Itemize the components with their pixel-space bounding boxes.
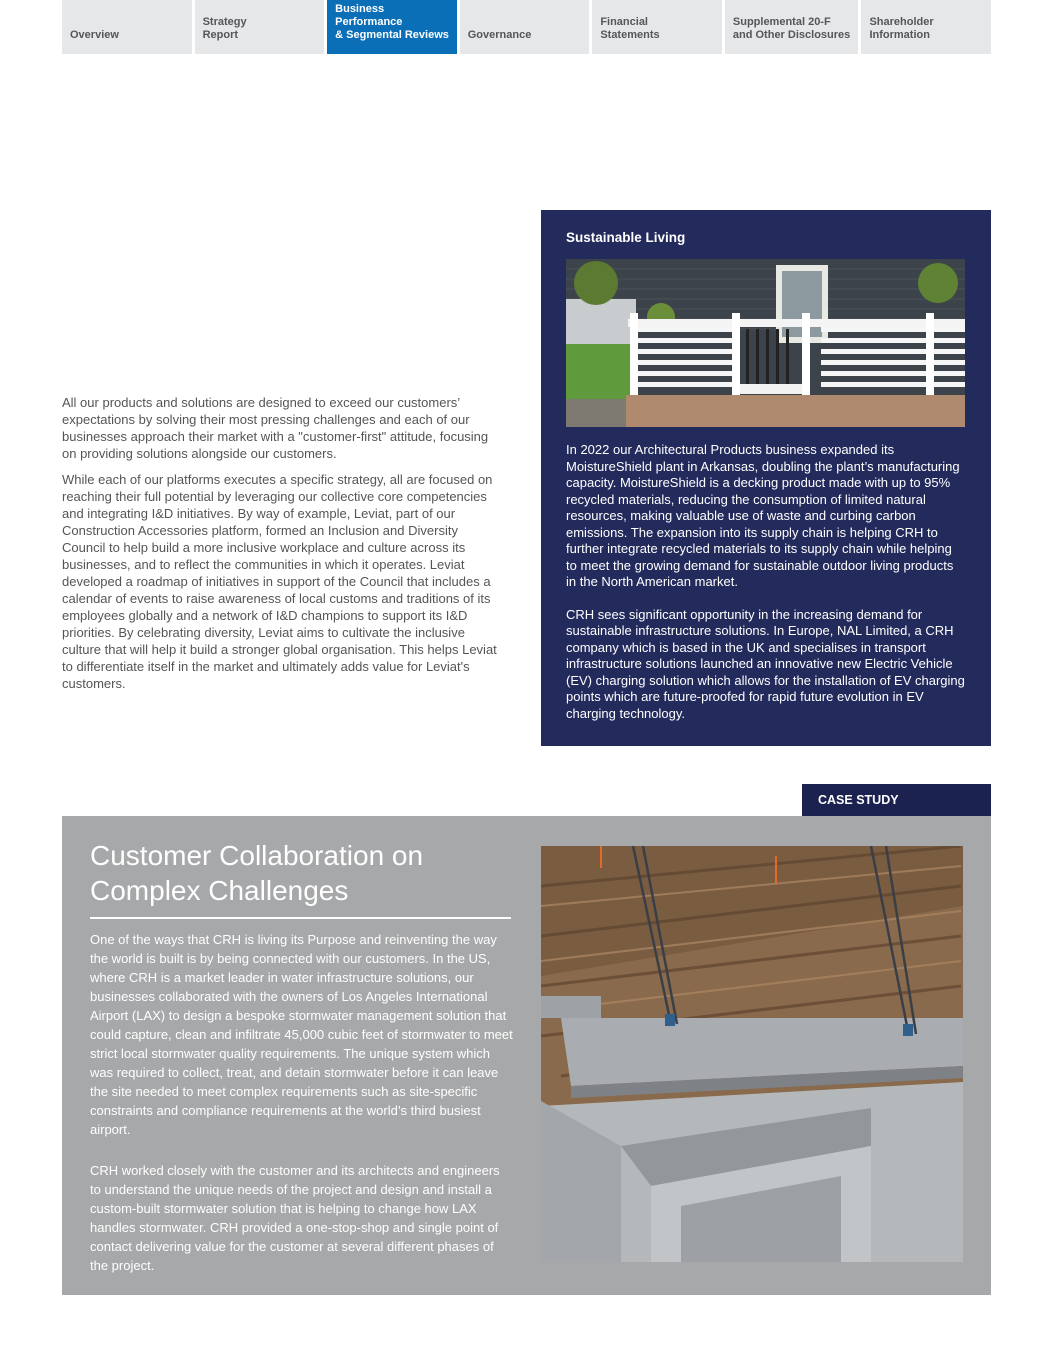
case-study-box: [62, 816, 991, 1295]
section-nav: [62, 0, 991, 54]
decking-photo: [566, 259, 965, 427]
tab-overview[interactable]: Overview: [62, 0, 192, 54]
tab-strategy-report[interactable]: Strategy Report: [195, 0, 325, 54]
panel-paragraph-1: In 2022 our Architectural Products business expanded its MoistureShield plant in Arkansas, doubling the plant’s manufacturing capacity. MoistureShield is a decking product made with up to 95% recycled materials, reducing the consumption of limited natural resources, making valuable use of waste and curbing carbon emissions. The expansion into its supply chain is helping CRH to further integrate recycled materials to its supply chain while helping to meet the growing demand for sustainable outdoor living products in the North American market.: [566, 442, 960, 589]
title-divider: [90, 917, 511, 919]
case-paragraph-2: CRH worked closely with the customer and its architects and engineers to understand the unique needs of the project and design and install a custom-built stormwater solution that is helping to change how LAX handles stormwater. CRH provided a one-stop-shop and single point of contact delivering value for the customer at several different phases of the project.: [90, 1163, 500, 1273]
case-study-label: CASE STUDY: [802, 784, 991, 816]
panel-paragraph-2: CRH sees significant opportunity in the increasing demand for sustainable infrastructure solutions. In Europe, NAL Limited, a CRH company which is based in the UK and specialises in transport infrastructure solutions launched an innovative new Electric Vehicle (EV) charging solution which allows for the installation of EV charging points which are future-proofed for rapid future evolution in EV charging technology.: [566, 606, 965, 721]
stormwater-vault-photo: [541, 846, 963, 1262]
tab-business-performance[interactable]: Business Performance & Segmental Reviews: [327, 0, 457, 54]
intro-paragraph-1: All our products and solutions are designed to exceed our customers’ expectations by solving their most pressing challenges and each of our businesses approach their market with a "customer-first" attitude, focusing on providing solutions alongside our customers.: [62, 395, 489, 461]
case-study-title: Customer Collaboration on Complex Challenges: [90, 840, 424, 906]
tab-financial-statements[interactable]: Financial Statements: [592, 0, 722, 54]
intro-text: [62, 394, 502, 701]
sustainable-living-panel: [541, 210, 991, 746]
tab-governance[interactable]: Governance: [460, 0, 590, 54]
tab-shareholder-information[interactable]: Shareholder Information: [861, 0, 991, 54]
case-paragraph-1: One of the ways that CRH is living its Purpose and reinventing the way the world is built is by being connected with our customers. In the US, where CRH is a market leader in water infrastructure solutions, our businesses collaborated with the owners of Los Angeles International Airport (LAX) to design a bespoke stormwater management solution that could capture, clean and infiltrate 45,000 cubic feet of stormwater to meet strict local stormwater quality requirements. The unique system which was required to collect, treat, and detain stormwater before it can leave the site needed to meet complex requirements such as site-specific constraints and compliance requirements at the world’s third busiest airport.: [90, 932, 513, 1137]
intro-paragraph-2: While each of our platforms executes a specific strategy, all are focused on reaching their full potential by leveraging our collective core competencies and integrating I&D initiatives. By way of example, Leviat, part of our Construction Accessories platform, formed an Inclusion and Diversity Council to help build a more inclusive workplace and culture across its businesses, and to reflect the communities in which it operates. Leviat developed a roadmap of initiatives in support of the Council that includes a calendar of events to raise awareness of local customs and traditions of its employees globally and a network of I&D champions to support its I&D priorities. By celebrating diversity, Leviat aims to cultivate the inclusive culture that will help it build a stronger global organisation. This helps Leviat to differentiate itself in the market and ultimately adds value for Leviat's customers.: [62, 472, 497, 691]
panel-title: Sustainable Living: [566, 230, 686, 245]
tab-supplemental-disclosures[interactable]: Supplemental 20-F and Other Disclosures: [725, 0, 859, 54]
case-study-body: [90, 930, 514, 1297]
